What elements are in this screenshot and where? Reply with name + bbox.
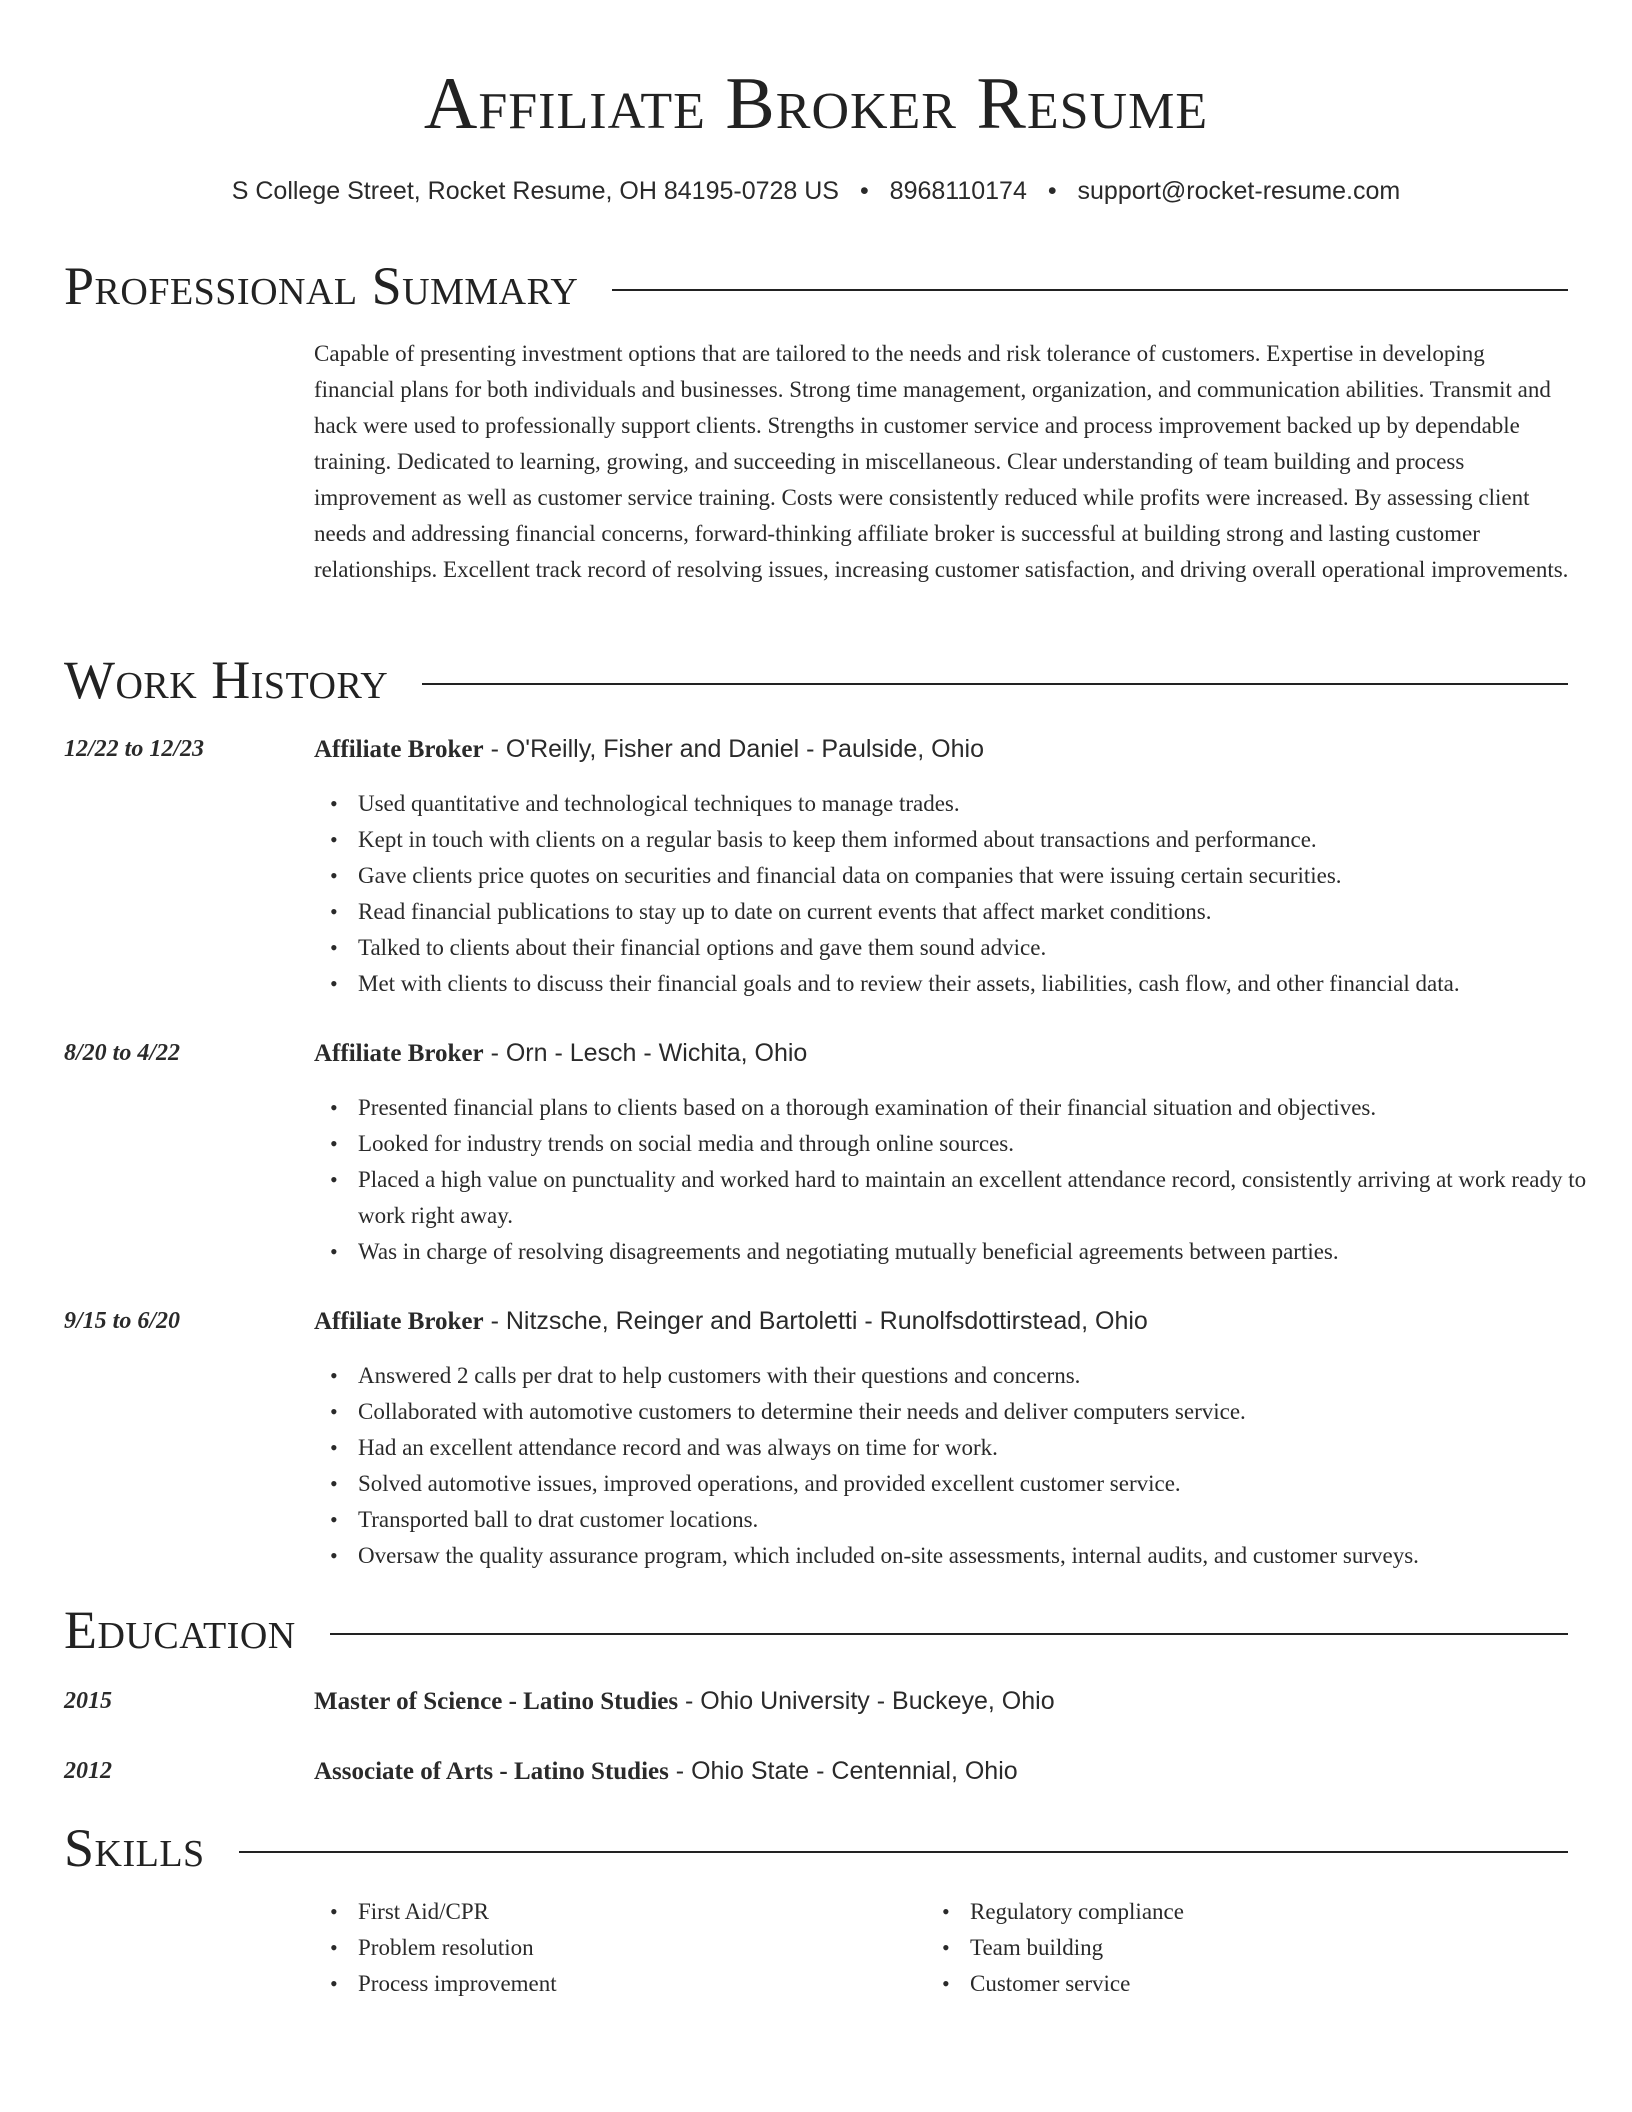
education-year: 2015 xyxy=(64,1688,112,1714)
list-item: • Gave clients price quotes on securities and financial data on companies that were issuing certain securities. xyxy=(358,858,1614,894)
education-section-header xyxy=(64,1600,1568,1660)
job-dates: 12/22 to 12/23 xyxy=(64,736,205,762)
contact-separator: • xyxy=(859,177,869,205)
skill-item: • Regulatory compliance xyxy=(970,1894,1530,1930)
job-header xyxy=(314,1304,1570,1339)
contact-phone: 8968110174 xyxy=(889,177,1027,205)
skill-item: • Problem resolution xyxy=(358,1930,918,1966)
list-item: • Solved automotive issues, improved operations, and provided excellent customer service. xyxy=(358,1466,1614,1502)
list-item: • Read financial publications to stay up to date on current events that affect market conditions. xyxy=(358,894,1614,930)
work-section-header xyxy=(64,650,1568,710)
contact-address: S College Street, Rocket Resume, OH 84195-0728 US xyxy=(231,177,839,205)
list-item: • Met with clients to discuss their financial goals and to review their assets, liabilities, cash flow, and other financial data. xyxy=(358,966,1614,1002)
job-bullets xyxy=(314,786,1614,1002)
list-item: • Was in charge of resolving disagreements and negotiating mutually beneficial agreements between parties. xyxy=(358,1234,1614,1270)
education-degree: Master of Science - Latino Studies xyxy=(314,1688,679,1715)
skill-item: • Process improvement xyxy=(358,1966,918,2002)
summary-section-header xyxy=(64,256,1568,316)
education-entry xyxy=(314,1684,1570,1719)
education-year: 2012 xyxy=(64,1758,112,1784)
job-bullets xyxy=(314,1358,1614,1574)
resume-title: Affiliate Broker Resume xyxy=(423,63,1209,145)
list-item: • Presented financial plans to clients based on a thorough examination of their financial situation and objectives. xyxy=(358,1090,1614,1126)
skill-item: • First Aid/CPR xyxy=(358,1894,918,1930)
skills-list-left xyxy=(314,1894,918,2002)
skill-item: • Customer service xyxy=(970,1966,1530,2002)
education-details: - Ohio University - Buckeye, Ohio xyxy=(678,1687,1055,1715)
section-divider xyxy=(239,1851,1568,1853)
summary-heading: Professional Summary xyxy=(64,256,579,316)
list-item: • Had an excellent attendance record and was always on time for work. xyxy=(358,1430,1614,1466)
job-title: Affiliate Broker xyxy=(314,1308,484,1335)
list-item: • Talked to clients about their financial options and gave them sound advice. xyxy=(358,930,1614,966)
list-item: • Answered 2 calls per drat to help customers with their questions and concerns. xyxy=(358,1358,1614,1394)
job-header xyxy=(314,732,1570,767)
job-dates: 9/15 to 6/20 xyxy=(64,1308,181,1334)
job-details: - Nitzsche, Reinger and Bartoletti - Runolfsdottirstead, Ohio xyxy=(483,1307,1148,1335)
section-divider xyxy=(612,289,1568,291)
education-details: - Ohio State - Centennial, Ohio xyxy=(668,1757,1018,1785)
list-item: • Kept in touch with clients on a regular basis to keep them informed about transactions and performance. xyxy=(358,822,1614,858)
job-title: Affiliate Broker xyxy=(314,1040,484,1067)
job-header xyxy=(314,1036,1570,1071)
contact-line xyxy=(0,174,1632,208)
job-bullets xyxy=(314,1090,1614,1270)
education-entry xyxy=(314,1754,1570,1789)
list-item: • Oversaw the quality assurance program, which included on-site assessments, internal audits, and customer surveys. xyxy=(358,1538,1614,1574)
skills-list-right xyxy=(926,1894,1530,2002)
list-item: • Used quantitative and technological techniques to manage trades. xyxy=(358,786,1614,822)
work-heading: Work History xyxy=(64,650,389,710)
skill-item: • Team building xyxy=(970,1930,1530,1966)
contact-email: support@rocket-resume.com xyxy=(1077,177,1401,205)
list-item: • Looked for industry trends on social media and through online sources. xyxy=(358,1126,1614,1162)
summary-text: Capable of presenting investment options that are tailored to the needs and risk tolerance of customers. Expertise in developing financial plans for both individuals and businesses. Strong time management, organization, and communication abilities. Transmit and hack were used to professionally support clients. Strengths in customer service and process improvement backed up by dependable training. Dedicated to learning, growing, and succeeding in miscellaneous. Clear understanding of team building and process improvement as well as customer service training. Costs were consistently reduced while profits were increased. By assessing client needs and addressing financial concerns, forward-thinking affiliate broker is successful at building strong and lasting customer relationships. Excellent track record of resolving issues, increasing customer satisfaction, and driving overall operational improvements. xyxy=(314,341,1569,582)
skills-section-header xyxy=(64,1818,1568,1878)
education-heading: Education xyxy=(64,1600,296,1660)
job-details: - Orn - Lesch - Wichita, Ohio xyxy=(483,1039,808,1067)
education-degree: Associate of Arts - Latino Studies xyxy=(314,1758,669,1785)
list-item: • Placed a high value on punctuality and worked hard to maintain an excellent attendance record, consistently arriving at work ready to work right away. xyxy=(358,1162,1614,1234)
job-details: - O'Reilly, Fisher and Daniel - Paulside, Ohio xyxy=(483,735,984,763)
job-dates: 8/20 to 4/22 xyxy=(64,1040,181,1066)
contact-separator: • xyxy=(1047,177,1057,205)
list-item: • Collaborated with automotive customers to determine their needs and deliver computers service. xyxy=(358,1394,1614,1430)
job-title: Affiliate Broker xyxy=(314,736,484,763)
skills-heading: Skills xyxy=(64,1818,205,1878)
section-divider xyxy=(330,1633,1568,1635)
list-item: • Transported ball to drat customer locations. xyxy=(358,1502,1614,1538)
section-divider xyxy=(422,683,1568,685)
